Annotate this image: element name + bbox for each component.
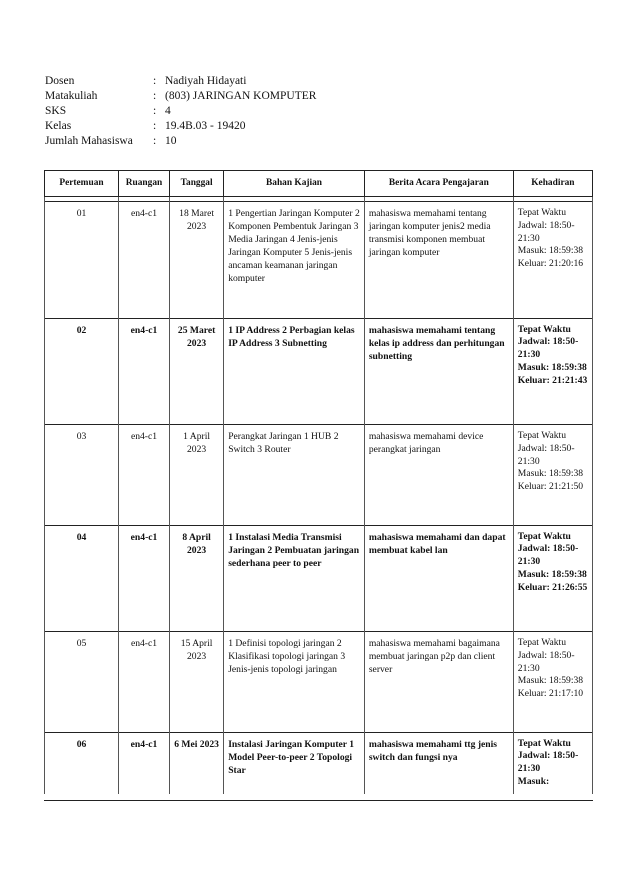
- header-tanggal: Tanggal: [170, 171, 224, 197]
- cell-tanggal: 1 April 2023: [170, 425, 224, 521]
- kehadiran-status: Tepat Waktu: [517, 737, 571, 749]
- info-label: Jumlah Mahasiswa: [45, 135, 133, 147]
- kehadiran-status: Tepat Waktu: [517, 207, 566, 218]
- header-ruangan: Ruangan: [118, 171, 169, 197]
- info-separator: :: [153, 135, 157, 147]
- cell-bahan-kajian: 1 Definisi topologi jaringan 2 Klasifikasi topologi jaringan 3 Jenis-jenis topologi jaringan: [224, 632, 365, 728]
- cell-kehadiran: [513, 525, 592, 627]
- info-value: 19.4B.03 - 19420: [165, 120, 246, 132]
- cell-tanggal: 25 Maret 2023: [170, 318, 224, 420]
- cell-ruangan: en4-c1: [118, 732, 169, 794]
- kehadiran-status: Tepat Waktu: [517, 637, 566, 648]
- cell-ruangan: en4-c1: [118, 425, 169, 521]
- kehadiran-masuk: Masuk: 18:59:38: [517, 568, 587, 580]
- header-kehadiran: Kehadiran: [513, 171, 592, 197]
- info-separator: :: [153, 120, 157, 132]
- table-header-row: [45, 171, 593, 197]
- cell-berita-acara: mahasiswa memahami device perangkat jaringan: [364, 425, 513, 521]
- table-row: [45, 425, 593, 521]
- header-pertemuan: Pertemuan: [45, 171, 119, 197]
- info-value: Nadiyah Hidayati: [165, 75, 247, 87]
- cell-pertemuan: 05: [45, 632, 119, 728]
- cell-berita-acara: mahasiswa memahami bagaimana membuat jaringan p2p dan client server: [364, 632, 513, 728]
- cell-ruangan: en4-c1: [118, 318, 169, 420]
- cell-berita-acara: mahasiswa memahami dan dapat membuat kabel lan: [364, 525, 513, 627]
- kehadiran-status: Tepat Waktu: [517, 530, 571, 542]
- kehadiran-jadwal: Jadwal: 18:50-21:30: [517, 219, 575, 244]
- info-label: Kelas: [45, 120, 72, 132]
- table-row: [45, 632, 593, 728]
- info-row-sks: [45, 104, 316, 119]
- table-bottom-border: [44, 800, 593, 801]
- info-separator: :: [153, 90, 157, 102]
- cell-berita-acara: mahasiswa memahami tentang kelas ip address dan perhitungan subnetting: [364, 318, 513, 420]
- info-separator: :: [153, 75, 157, 87]
- info-label: Matakuliah: [45, 90, 98, 102]
- cell-pertemuan: 03: [45, 425, 119, 521]
- cell-pertemuan: 04: [45, 525, 119, 627]
- cell-pertemuan: 06: [45, 732, 119, 794]
- cell-bahan-kajian: 1 Instalasi Media Transmisi Jaringan 2 Pembuatan jaringan sederhana peer to peer: [224, 525, 365, 627]
- kehadiran-jadwal: Jadwal: 18:50-21:30: [517, 336, 579, 361]
- info-separator: :: [153, 105, 157, 117]
- cell-tanggal: 15 April 2023: [170, 632, 224, 728]
- cell-kehadiran: [513, 318, 592, 420]
- cell-ruangan: en4-c1: [118, 202, 169, 314]
- kehadiran-status: Tepat Waktu: [517, 430, 566, 441]
- cell-bahan-kajian: 1 Pengertian Jaringan Komputer 2 Komponen Pembentuk Jaringan 3 Media Jaringan 4 Jenis-jenis Jaringan Komputer 5 Jenis-jenis ancaman keamanan jaringan komputer: [224, 202, 365, 314]
- kehadiran-masuk: Masuk: 18:59:38: [517, 361, 587, 373]
- table-row: [45, 732, 593, 794]
- cell-kehadiran: [513, 632, 592, 728]
- cell-pertemuan: 02: [45, 318, 119, 420]
- kehadiran-masuk: Masuk:: [517, 775, 550, 787]
- cell-berita-acara: mahasiswa memahami tentang jaringan komputer jenis2 media transmisi komponen membuat jaringan komputer: [364, 202, 513, 314]
- info-value: (803) JARINGAN KOMPUTER: [165, 90, 317, 102]
- kehadiran-status: Tepat Waktu: [517, 323, 571, 335]
- table-body: [45, 197, 593, 795]
- table-row: [45, 525, 593, 627]
- kehadiran-keluar: Keluar: 21:17:10: [517, 688, 584, 700]
- cell-ruangan: en4-c1: [118, 632, 169, 728]
- cell-bahan-kajian: Perangkat Jaringan 1 HUB 2 Switch 3 Router: [224, 425, 365, 521]
- kehadiran-keluar: Keluar: 21:21:50: [517, 481, 584, 493]
- kehadiran-jadwal: Jadwal: 18:50-21:30: [517, 543, 579, 568]
- info-label: Dosen: [45, 75, 75, 87]
- cell-kehadiran: [513, 202, 592, 314]
- kehadiran-jadwal: Jadwal: 18:50-21:30: [517, 649, 575, 674]
- kehadiran-masuk: Masuk: 18:59:38: [517, 245, 584, 257]
- cell-pertemuan: 01: [45, 202, 119, 314]
- info-value: 10: [165, 135, 177, 147]
- cell-kehadiran: [513, 425, 592, 521]
- cell-tanggal: 8 April 2023: [170, 525, 224, 627]
- info-label: SKS: [45, 105, 67, 117]
- kehadiran-jadwal: Jadwal: 18:50-21:30: [517, 442, 575, 467]
- kehadiran-masuk: Masuk: 18:59:38: [517, 468, 584, 480]
- cell-tanggal: 18 Maret 2023: [170, 202, 224, 314]
- cell-bahan-kajian: Instalasi Jaringan Komputer 1 Model Peer-to-peer 2 Topologi Star: [224, 732, 365, 794]
- info-row-jumlah-mahasiswa: [45, 134, 316, 149]
- kehadiran-keluar: Keluar: 21:21:43: [517, 374, 588, 386]
- course-info: [45, 74, 316, 149]
- info-row-dosen: [45, 74, 316, 89]
- kehadiran-keluar: Keluar: 21:20:16: [517, 258, 584, 270]
- kehadiran-masuk: Masuk: 18:59:38: [517, 675, 584, 687]
- cell-tanggal: 6 Mei 2023: [170, 732, 224, 794]
- cell-berita-acara: mahasiswa memahami ttg jenis switch dan fungsi nya: [364, 732, 513, 794]
- attendance-table: [44, 170, 593, 794]
- header-bahan-kajian: Bahan Kajian: [224, 171, 365, 197]
- cell-ruangan: en4-c1: [118, 525, 169, 627]
- info-row-kelas: [45, 119, 316, 134]
- info-row-matakuliah: [45, 89, 316, 104]
- info-value: 4: [165, 105, 171, 117]
- cell-kehadiran: [513, 732, 592, 794]
- header-berita-acara: Berita Acara Pengajaran: [364, 171, 513, 197]
- table-row: [45, 318, 593, 420]
- kehadiran-jadwal: Jadwal: 18:50-21:30: [517, 750, 579, 775]
- table-row: [45, 202, 593, 314]
- kehadiran-keluar: Keluar: 21:26:55: [517, 581, 588, 593]
- cell-bahan-kajian: 1 IP Address 2 Perbagian kelas IP Address 3 Subnetting: [224, 318, 365, 420]
